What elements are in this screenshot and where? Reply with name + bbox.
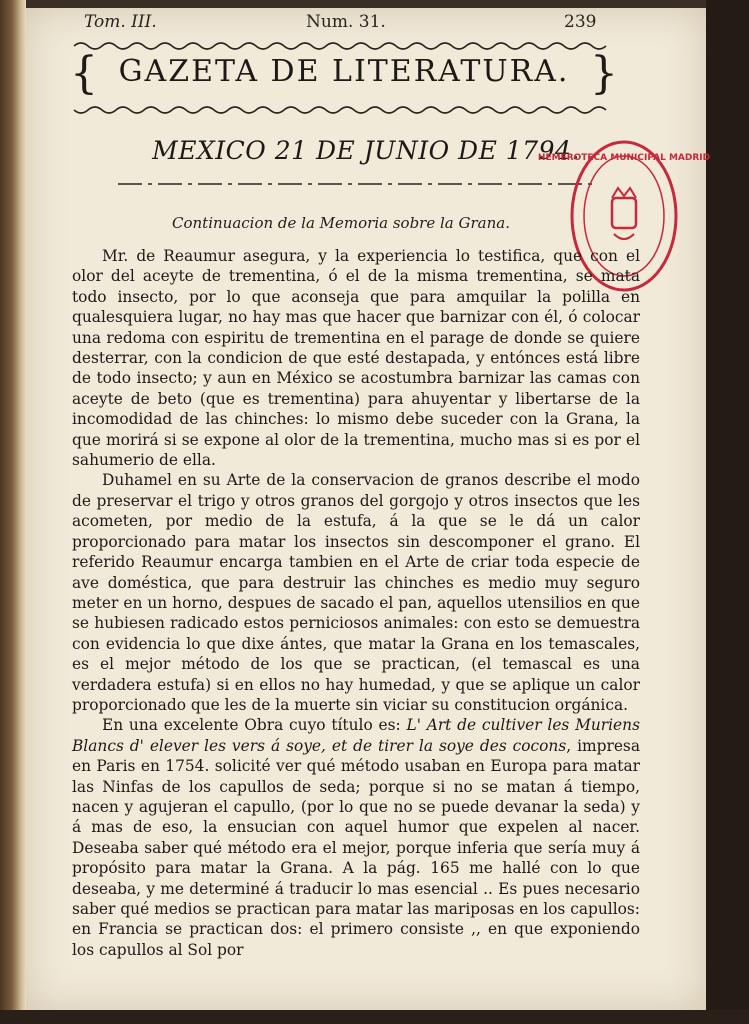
- article-body: [72, 246, 640, 960]
- issue-number: Num. 31.: [306, 12, 386, 32]
- book-gutter: [0, 0, 26, 1024]
- article-subtitle: Continuacion de la Memoria sobre la Grana.: [172, 214, 510, 232]
- masthead-brace-left: {: [70, 48, 98, 99]
- ornamental-rule-bottom: [74, 104, 614, 116]
- paragraph-1: Mr. de Reaumur asegura, y la experiencia lo testifica, que con el olor del aceyte de trementina, ó el de la misma trementina, se mata todo insecto, por lo que aconseja que para amquilar la polilla en qualesquiera lugar, no hay mas que hacer que barnizar con él, ó colocar una redoma con espiritu de trementina en el parage de donde se quiere desterrar, con la condicion de que esté destapada, y entónces está libre de todo insecto; y aun en México se acostumbra barnizar las camas con aceyte de beto (que es trementina) para ahuyentar y libertarse de la incomodidad de las chinches: lo mismo debe suceder con la Grana, la que morirá si se expone al olor de la trementina, mucho mas si es por el sahumerio de ella.: [72, 247, 640, 470]
- section-divider: [118, 178, 598, 190]
- dateline: MEXICO 21 DE JUNIO DE 1794.: [152, 136, 580, 165]
- newspaper-page: [26, 8, 711, 1010]
- masthead: [70, 50, 618, 102]
- masthead-brace-right: }: [590, 48, 618, 99]
- tome-label: Tom. III.: [84, 12, 157, 32]
- paragraph-3-intro: En una excelente Obra cuyo título es:: [102, 716, 407, 735]
- scan-bottom-edge: [0, 1010, 749, 1024]
- scan-background: [706, 0, 749, 1024]
- library-stamp-text: HEMEROTECA MUNICIPAL MADRID: [537, 153, 711, 163]
- newspaper-title: GAZETA DE LITERATURA.: [118, 54, 570, 89]
- running-header: [26, 12, 706, 36]
- page-number: 239: [564, 12, 597, 32]
- paragraph-3: [72, 715, 640, 960]
- paragraph-2: Duhamel en su Arte de la conservacion de granos describe el modo de preservar el trigo y otros granos del gorgojo y otros insectos que les acometen, por medio de la estufa, á la que se le dá un calor proporcionado para matar los insectos sin descomponer el grano. El referido Reaumur encarga tambien en el Arte de criar toda especie de ave doméstica, que para destruir las chinches es medio muy seguro meter en un horno, despues de sacado el pan, aquellos utensilios en que se hubiesen radicado estos perniciosos animales: con esto se demuestra con evidencia lo que dixe ántes, que matar la Grana en los temascales, es el mejor método de los que se practican, (el temascal es una verdadera estufa) si en ellos no hay humedad, y que se aplique un calor proporcionado que les de la muerte sin viciar su constitucion orgánica.: [72, 471, 640, 714]
- french-book-title: L' Art de cultiver les Muriens Blancs d' elever les vers á soye, et de tirer la soye des cocons: [72, 716, 640, 755]
- paragraph-3-body: , impresa en Paris en 1754. solicité ver qué método usaban en Europa para matar las Ninfas de los capullos de seda; porque si no se matan á tiempo, nacen y agujeran el capullo, (por lo que no se puede devanar la seda) y á mas de eso, la ensucian con aquel humor que expelen al nacer. Deseaba saber qué método era el mejor, porque inferia que sería muy á propósito para matar la Grana. A la pág. 165 me hallé con lo que deseaba, y me determiné á traducir lo mas esencial .. Es pues necesario saber qué medios se practican para matar las mariposas en los capullos: en Francia se practican dos: el primero consiste ,, en que exponiendo los capullos al Sol por: [72, 736, 640, 959]
